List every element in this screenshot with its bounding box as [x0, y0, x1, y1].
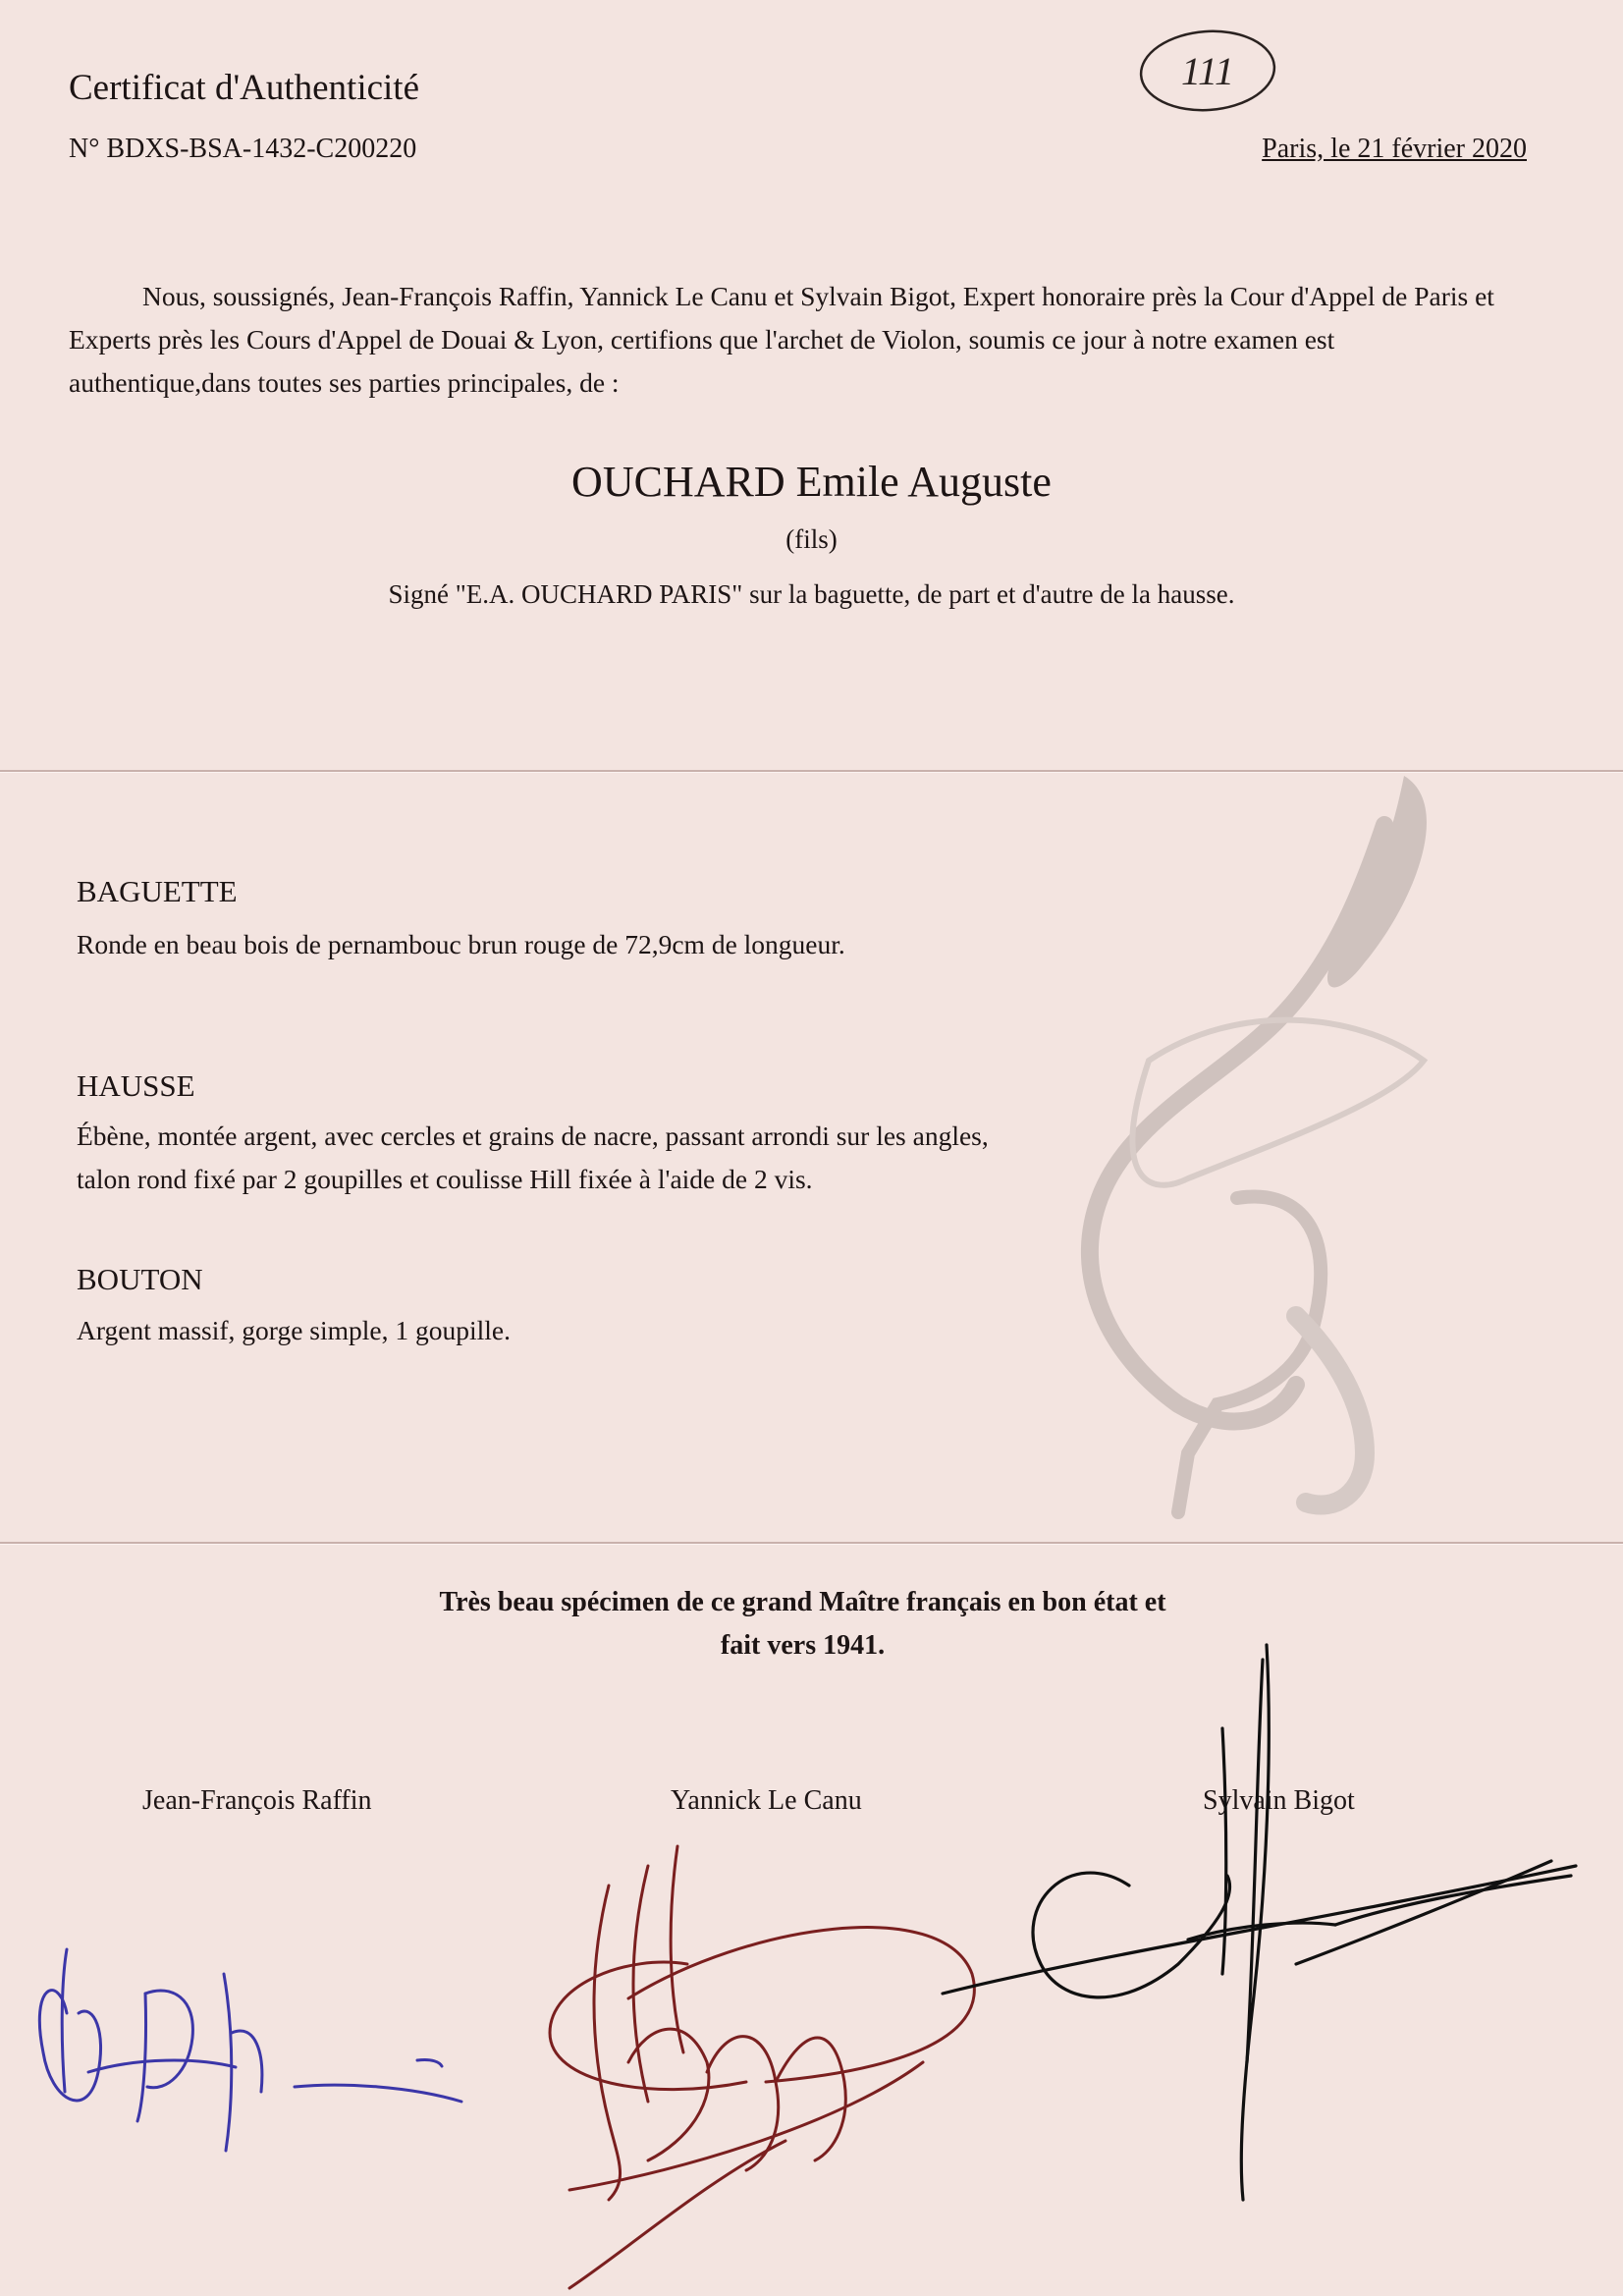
maker-signature-note: Signé "E.A. OUCHARD PARIS" sur la baguette, de part et d'autre de la hausse.	[388, 579, 1235, 609]
section-text-hausse: Ébène, montée argent, avec cercles et grains de nacre, passant arrondi sur les angles, talon rond fixé par 2 goupilles et coulisse Hill fixée à l'aide de 2 vis.	[77, 1121, 989, 1194]
certificate-date: Paris, le 21 février 2020	[1262, 134, 1527, 164]
section-heading-hausse: HAUSSE	[77, 1068, 195, 1103]
intro-paragraph: Nous, soussignés, Jean-François Raffin, Yannick Le Canu et Sylvain Bigot, Expert honoraire près la Cour d'Appel de Paris et Experts près les Cours d'Appel de Douai & Lyon, certifions que l'archet de Violon, soumis ce jour à notre examen est authentique,dans toutes ses parties principales, de :	[69, 281, 1494, 398]
section-heading-baguette: BAGUETTE	[77, 874, 238, 908]
section-text-bouton: Argent massif, gorge simple, 1 goupille.	[77, 1315, 511, 1345]
signature-bigot	[943, 1645, 1576, 2200]
signature-raffin	[39, 1949, 461, 2151]
signer-name-raffin: Jean-François Raffin	[142, 1785, 372, 1816]
section-heading-bouton: BOUTON	[77, 1262, 203, 1296]
certificate-title: Certificat d'Authenticité	[69, 68, 420, 108]
section-text-baguette: Ronde en beau bois de pernambouc brun rouge de 72,9cm de longueur.	[77, 929, 845, 959]
maker-name: OUCHARD Emile Auguste	[571, 458, 1052, 506]
verdict-line-1: Très beau spécimen de ce grand Maître français en bon état et	[439, 1587, 1166, 1617]
signer-name-le-canu: Yannick Le Canu	[671, 1785, 862, 1816]
signer-name-bigot: Sylvain Bigot	[1203, 1785, 1355, 1816]
stamp-number: 111	[1180, 49, 1235, 93]
verdict-line-2: fait vers 1941.	[720, 1630, 886, 1661]
maker-note: (fils)	[785, 524, 838, 554]
signature-le-canu	[550, 1846, 974, 2288]
certificate-number: N° BDXS-BSA-1432-C200220	[69, 134, 417, 164]
